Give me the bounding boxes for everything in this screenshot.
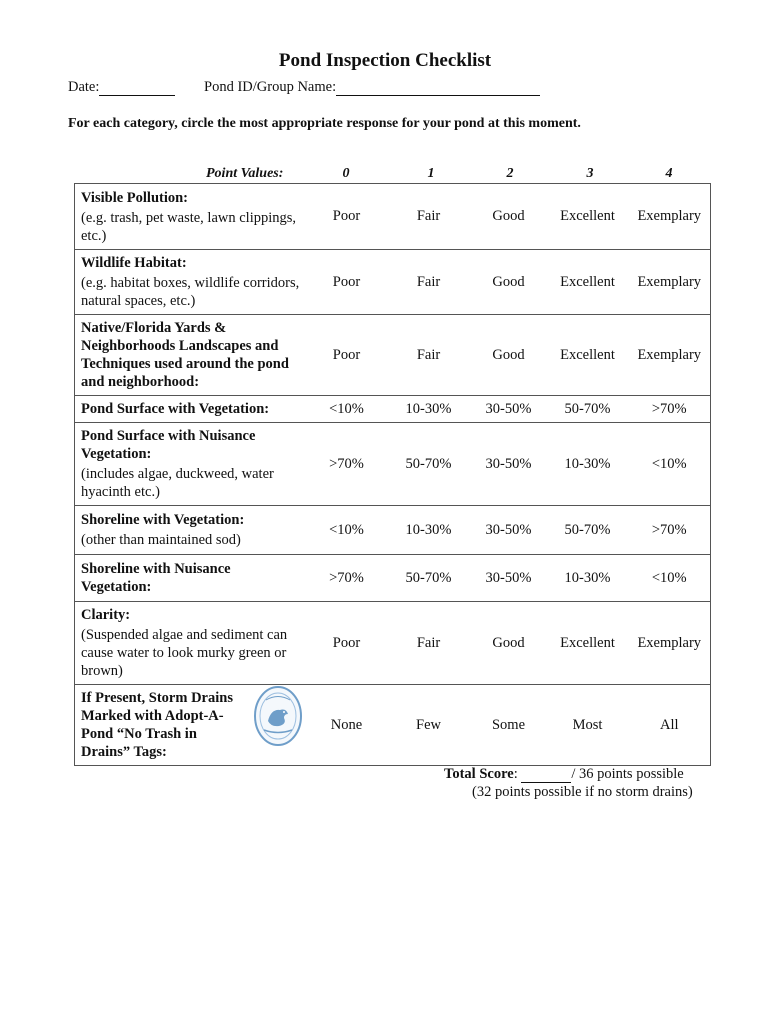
- option-4[interactable]: <10%: [629, 555, 711, 602]
- pond-name-field[interactable]: [204, 79, 540, 96]
- table-row: [75, 315, 711, 396]
- category-cell: [75, 555, 307, 602]
- category-cell: [75, 184, 307, 250]
- option-1[interactable]: Few: [387, 685, 471, 766]
- page-title: Pond Inspection Checklist: [278, 50, 492, 71]
- option-4[interactable]: All: [629, 685, 711, 766]
- category-description: (e.g. habitat boxes, wildlife corridors, natural spaces, etc.): [81, 275, 300, 309]
- option-3[interactable]: Excellent: [547, 602, 629, 685]
- category-cell: [75, 602, 307, 685]
- option-4[interactable]: Exemplary: [629, 250, 711, 315]
- total-score: [444, 766, 684, 783]
- option-1[interactable]: 10-30%: [387, 396, 471, 423]
- category-cell: [75, 423, 307, 506]
- option-3[interactable]: Most: [547, 685, 629, 766]
- category-title: Shoreline with Vegetation:: [81, 512, 245, 528]
- category-description: (includes algae, duckweed, water hyacinth etc.): [81, 466, 274, 500]
- pond-name-blank[interactable]: [336, 81, 540, 96]
- option-2[interactable]: Good: [471, 184, 547, 250]
- category-title: Pond Surface with Vegetation:: [81, 401, 270, 417]
- checklist-table: [74, 183, 711, 766]
- point-value-2: 2: [506, 166, 514, 181]
- option-3[interactable]: 50-70%: [547, 506, 629, 555]
- option-2[interactable]: 30-50%: [471, 506, 547, 555]
- option-1[interactable]: Fair: [387, 315, 471, 396]
- option-4[interactable]: <10%: [629, 423, 711, 506]
- option-1[interactable]: 50-70%: [387, 555, 471, 602]
- date-blank[interactable]: [99, 81, 175, 96]
- table-row: [75, 250, 711, 315]
- total-score-blank[interactable]: [521, 768, 571, 783]
- pond-name-label: Pond ID/Group Name:: [204, 79, 337, 95]
- category-title: Native/Florida Yards & Neighborhoods Landscapes and Techniques used around the pond and neighborhood:: [81, 320, 289, 390]
- adopt-a-pond-logo-icon: [253, 685, 303, 747]
- option-1[interactable]: Fair: [387, 250, 471, 315]
- category-cell: [75, 685, 307, 766]
- option-0[interactable]: Poor: [307, 250, 387, 315]
- point-value-0: 0: [342, 166, 350, 181]
- point-value-4: 4: [665, 166, 673, 181]
- date-field[interactable]: [68, 79, 175, 96]
- option-4[interactable]: >70%: [629, 396, 711, 423]
- point-value-3: 3: [586, 166, 594, 181]
- option-3[interactable]: Excellent: [547, 315, 629, 396]
- category-title: Clarity:: [81, 607, 131, 623]
- category-description: (e.g. trash, pet waste, lawn clippings, etc.): [81, 209, 297, 244]
- category-title: If Present, Storm Drains Marked with Adopt-A-Pond “No Trash in Drains” Tags:: [81, 690, 233, 760]
- option-1[interactable]: 10-30%: [387, 506, 471, 555]
- option-0[interactable]: >70%: [307, 555, 387, 602]
- option-3[interactable]: Excellent: [547, 250, 629, 315]
- option-2[interactable]: Good: [471, 250, 547, 315]
- category-cell: [75, 250, 307, 315]
- category-title: Wildlife Habitat:: [81, 255, 187, 271]
- option-1[interactable]: Fair: [387, 184, 471, 250]
- table-row: [75, 184, 711, 250]
- option-4[interactable]: Exemplary: [629, 602, 711, 685]
- option-2[interactable]: Good: [471, 315, 547, 396]
- option-0[interactable]: Poor: [307, 184, 387, 250]
- option-0[interactable]: <10%: [307, 506, 387, 555]
- category-cell: [75, 396, 307, 423]
- category-cell: [75, 506, 307, 555]
- category-description: (other than maintained sod): [81, 532, 241, 548]
- option-0[interactable]: >70%: [307, 423, 387, 506]
- option-1[interactable]: Fair: [387, 602, 471, 685]
- total-score-label: Total Score: [444, 766, 514, 782]
- point-value-1: 1: [427, 166, 435, 181]
- category-title: Shoreline with Nuisance Vegetation:: [81, 561, 231, 595]
- option-3[interactable]: 10-30%: [547, 423, 629, 506]
- instructions: For each category, circle the most appropriate response for your pond at this moment.: [68, 116, 581, 131]
- option-3[interactable]: 10-30%: [547, 555, 629, 602]
- table-row: [75, 685, 711, 766]
- option-2[interactable]: 30-50%: [471, 555, 547, 602]
- category-cell: [75, 315, 307, 396]
- option-2[interactable]: 30-50%: [471, 396, 547, 423]
- table-row: [75, 506, 711, 555]
- table-row: [75, 555, 711, 602]
- option-2[interactable]: Good: [471, 602, 547, 685]
- table-row: [75, 396, 711, 423]
- point-values-label: Point Values:: [206, 166, 284, 181]
- option-2[interactable]: Some: [471, 685, 547, 766]
- option-3[interactable]: Excellent: [547, 184, 629, 250]
- total-score-suffix: / 36 points possible: [571, 766, 684, 782]
- total-score-colon: :: [513, 766, 518, 782]
- table-row: [75, 423, 711, 506]
- option-2[interactable]: 30-50%: [471, 423, 547, 506]
- option-4[interactable]: Exemplary: [629, 315, 711, 396]
- table-row: [75, 602, 711, 685]
- date-label: Date:: [68, 79, 100, 95]
- total-score-note: (32 points possible if no storm drains): [472, 784, 693, 800]
- option-0[interactable]: Poor: [307, 602, 387, 685]
- option-4[interactable]: >70%: [629, 506, 711, 555]
- option-0[interactable]: <10%: [307, 396, 387, 423]
- option-0[interactable]: Poor: [307, 315, 387, 396]
- option-0[interactable]: None: [307, 685, 387, 766]
- category-title: Visible Pollution:: [81, 189, 189, 206]
- category-title: Pond Surface with Nuisance Vegetation:: [81, 428, 256, 462]
- option-1[interactable]: 50-70%: [387, 423, 471, 506]
- option-4[interactable]: Exemplary: [629, 184, 711, 250]
- category-description: (Suspended algae and sediment can cause water to look murky green or brown): [81, 627, 288, 679]
- option-3[interactable]: 50-70%: [547, 396, 629, 423]
